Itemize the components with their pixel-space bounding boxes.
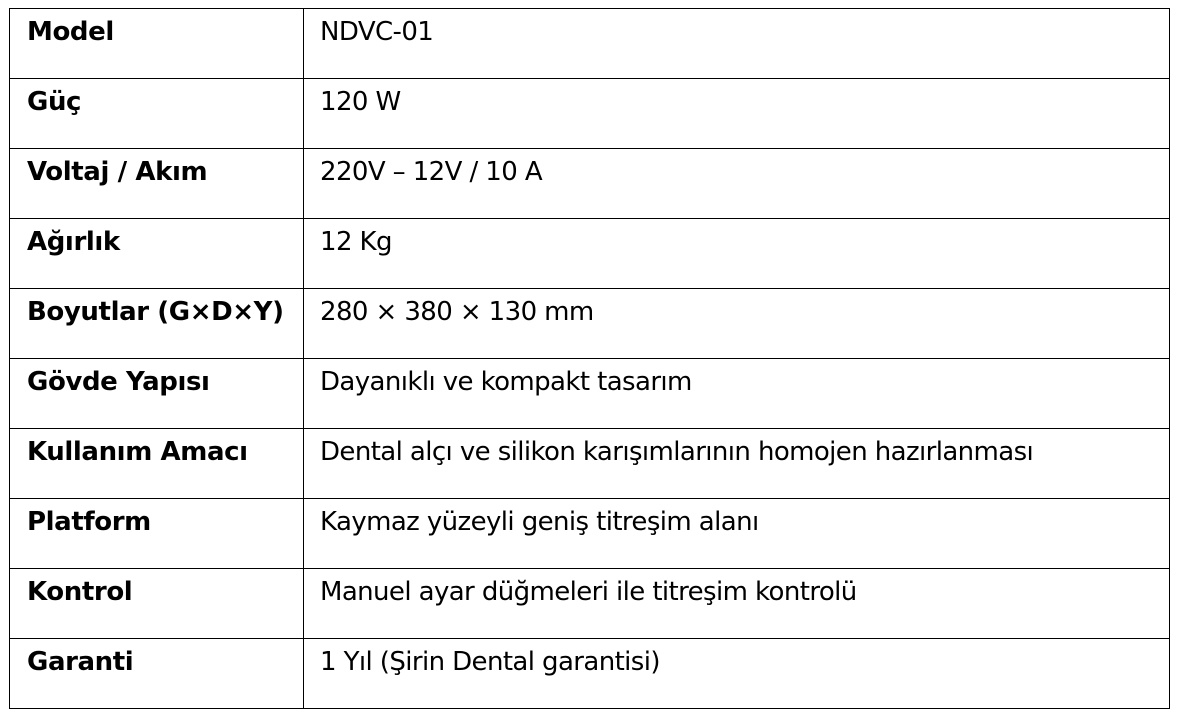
table-row xyxy=(10,289,1170,359)
table-row xyxy=(10,639,1170,709)
table-row xyxy=(10,359,1170,429)
table-row xyxy=(10,9,1170,79)
row-label: Boyutlar (G×D×Y) xyxy=(10,289,304,359)
table-row xyxy=(10,499,1170,569)
table-row xyxy=(10,79,1170,149)
spec-table xyxy=(9,8,1170,709)
row-value: Manuel ayar düğmeleri ile titreşim kontrolü xyxy=(304,569,1170,639)
row-value: Dental alçı ve silikon karışımlarının homojen hazırlanması xyxy=(304,429,1170,499)
row-value: 120 W xyxy=(304,79,1170,149)
row-label: Kullanım Amacı xyxy=(10,429,304,499)
row-label: Güç xyxy=(10,79,304,149)
row-value: 1 Yıl (Şirin Dental garantisi) xyxy=(304,639,1170,709)
row-value: Kaymaz yüzeyli geniş titreşim alanı xyxy=(304,499,1170,569)
table-row xyxy=(10,219,1170,289)
row-label: Voltaj / Akım xyxy=(10,149,304,219)
row-label: Ağırlık xyxy=(10,219,304,289)
row-label: Model xyxy=(10,9,304,79)
table-row xyxy=(10,569,1170,639)
row-value: 280 × 380 × 130 mm xyxy=(304,289,1170,359)
row-label: Platform xyxy=(10,499,304,569)
row-label: Garanti xyxy=(10,639,304,709)
table-row xyxy=(10,149,1170,219)
row-label: Kontrol xyxy=(10,569,304,639)
row-value: 220V – 12V / 10 A xyxy=(304,149,1170,219)
row-value: Dayanıklı ve kompakt tasarım xyxy=(304,359,1170,429)
row-value: NDVC-01 xyxy=(304,9,1170,79)
table-row xyxy=(10,429,1170,499)
row-label: Gövde Yapısı xyxy=(10,359,304,429)
row-value: 12 Kg xyxy=(304,219,1170,289)
